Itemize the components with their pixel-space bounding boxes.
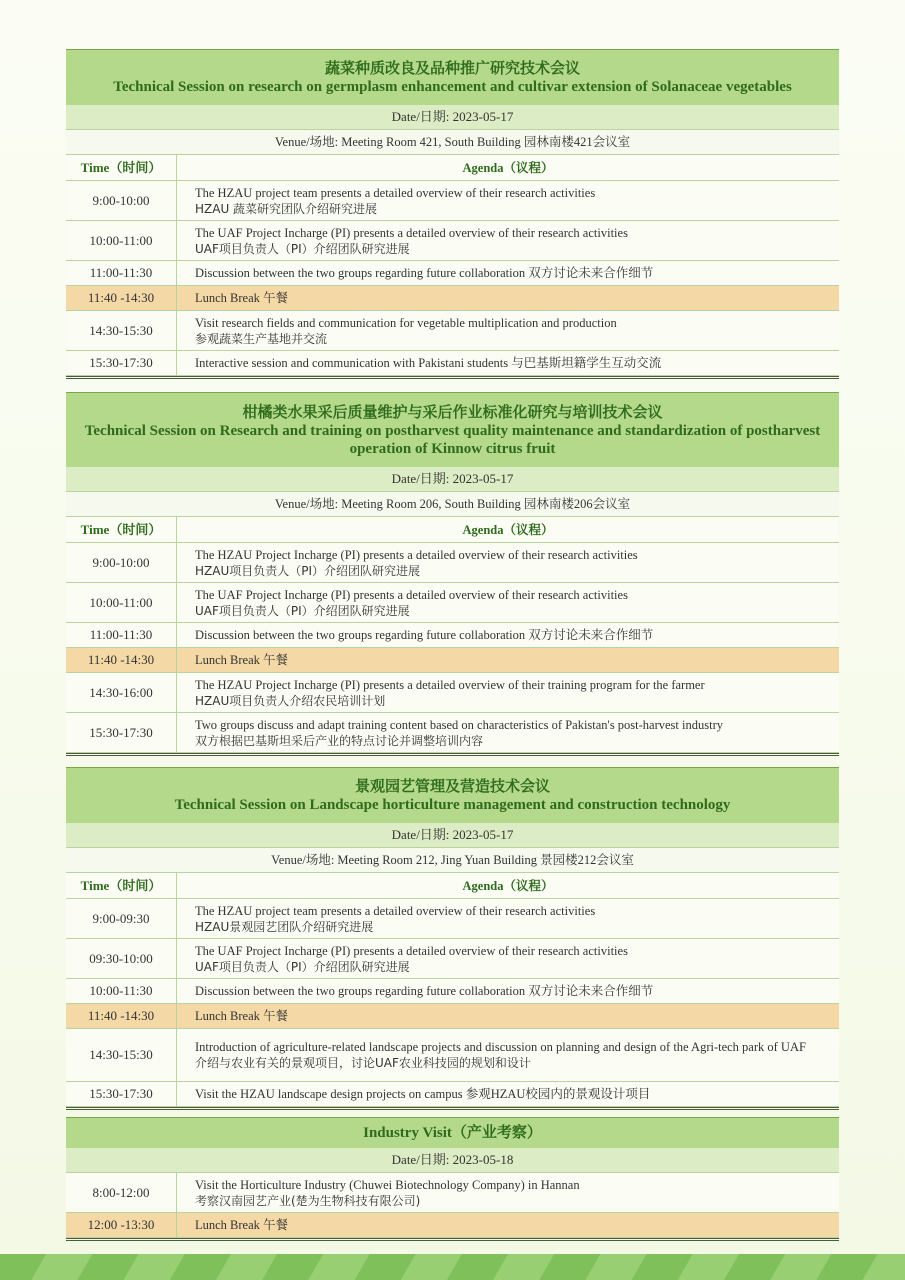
time-header: Time（时间）: [66, 873, 177, 898]
agenda-cn: UAF项目负责人（PI）介绍团队研究进展: [195, 959, 410, 974]
row-agenda: [177, 1082, 839, 1106]
row-time: 10:00-11:30: [66, 979, 177, 1003]
table-row: [66, 1029, 839, 1082]
agenda-cn: HZAU 蔬菜研究团队介绍研究进展: [195, 201, 378, 216]
agenda-cn: HZAU项目负责人介绍农民培训计划: [195, 693, 386, 708]
row-agenda: [177, 311, 839, 350]
row-agenda: [177, 899, 839, 938]
agenda-cn: 考察汉南园艺产业(楚为生物科技有限公司): [195, 1193, 421, 1208]
agenda-cn: 参观蔬菜生产基地并交流: [195, 331, 328, 346]
row-time: 15:30-17:30: [66, 351, 177, 375]
agenda-en: Discussion between the two groups regarding future collaboration 双方讨论未来合作细节: [195, 984, 654, 998]
row-agenda: [177, 939, 839, 978]
row-agenda: [177, 221, 839, 260]
table-header: [66, 873, 839, 899]
row-time: 09:30-10:00: [66, 939, 177, 978]
table-row: [66, 673, 839, 713]
session-block: [66, 392, 839, 756]
row-time: 14:30-15:30: [66, 1029, 177, 1081]
lunch-row: [66, 1004, 839, 1029]
session-title: [66, 393, 839, 467]
session-title-cn: 蔬菜种质改良及品种推广研究技术会议: [324, 59, 580, 77]
row-agenda: [177, 1004, 839, 1028]
agenda-en: The HZAU Project Incharge (PI) presents a detailed overview of their training program for the farmer: [195, 677, 705, 692]
agenda-header: Agenda（议程）: [462, 522, 554, 537]
agenda-en: Visit research fields and communication for vegetable multiplication and production: [195, 315, 617, 330]
row-agenda: [177, 543, 839, 582]
session-title-en: Technical Session on Landscape horticulture management and construction technology: [174, 797, 731, 813]
agenda-en: Visit the HZAU landscape design projects on campus 参观HZAU校园内的景观设计项目: [195, 1087, 651, 1101]
session-title: [66, 50, 839, 105]
table-row: [66, 311, 839, 351]
table-row: [66, 583, 839, 623]
row-time: 11:40 -14:30: [66, 648, 177, 672]
table-row: [66, 713, 839, 753]
table-row: [66, 899, 839, 939]
agenda-en: Two groups discuss and adapt training content based on characteristics of Pakistan's post-harvest industry: [195, 717, 723, 732]
row-agenda: [177, 713, 839, 752]
row-time: 9:00-10:00: [66, 181, 177, 220]
agenda-en: Introduction of agriculture-related landscape projects and discussion on planning and design of the Agri-tech park of UAF: [195, 1040, 806, 1054]
session-title-en: Industry Visit（产业考察）: [363, 1125, 542, 1141]
lunch-row: [66, 1213, 839, 1238]
agenda-cn: UAF项目负责人（PI）介绍团队研究进展: [195, 603, 410, 618]
row-agenda: [177, 1029, 839, 1081]
agenda-cn: 介绍与农业有关的景观项目，讨论UAF农业科技园的规划和设计: [195, 1056, 531, 1070]
session-date: Date/日期: 2023-05-18: [66, 1148, 839, 1173]
row-time: 15:30-17:30: [66, 713, 177, 752]
agenda-en: Lunch Break 午餐: [195, 1218, 289, 1232]
agenda-en: The UAF Project Incharge (PI) presents a detailed overview of their research activities: [195, 587, 628, 602]
agenda-cn: 双方根据巴基斯坦采后产业的特点讨论并调整培训内容: [195, 733, 484, 748]
table-row: [66, 181, 839, 221]
row-time: 15:30-17:30: [66, 1082, 177, 1106]
session-block: [66, 1117, 839, 1241]
row-time: 9:00-09:30: [66, 899, 177, 938]
decorative-footer-band: [0, 1254, 905, 1280]
table-row: [66, 543, 839, 583]
session-title: [66, 1118, 839, 1148]
session-title: [66, 768, 839, 823]
row-time: 11:40 -14:30: [66, 1004, 177, 1028]
session-title-en: Technical Session on research on germplasm enhancement and cultivar extension of Solanaceae vegetables: [113, 79, 792, 95]
row-agenda: [177, 181, 839, 220]
agenda-en: Lunch Break 午餐: [195, 653, 289, 667]
row-agenda: [177, 351, 839, 375]
table-row: [66, 351, 839, 376]
lunch-row: [66, 648, 839, 673]
agenda-en: The HZAU Project Incharge (PI) presents a detailed overview of their research activities: [195, 547, 638, 562]
row-agenda: [177, 673, 839, 712]
table-row: [66, 221, 839, 261]
table-row: [66, 939, 839, 979]
session-title-cn: 柑橘类水果采后质量维护与采后作业标准化研究与培训技术会议: [242, 402, 663, 421]
session-venue: Venue/场地: Meeting Room 212, Jing Yuan Building 景园楼212会议室: [66, 848, 839, 873]
row-agenda: [177, 1173, 839, 1212]
agenda-en: Discussion between the two groups regarding future collaboration 双方讨论未来合作细节: [195, 628, 654, 642]
row-agenda: [177, 261, 839, 285]
lunch-row: [66, 286, 839, 311]
session-date: Date/日期: 2023-05-17: [66, 105, 839, 130]
agenda-header: Agenda（议程）: [462, 160, 554, 175]
session-venue: Venue/场地: Meeting Room 421, South Building 园林南楼421会议室: [66, 130, 839, 155]
row-agenda: [177, 623, 839, 647]
agenda-cn: HZAU项目负责人（PI）介绍团队研究进展: [195, 563, 421, 578]
row-time: 12:00 -13:30: [66, 1213, 177, 1237]
agenda-en: Lunch Break 午餐: [195, 1009, 289, 1023]
agenda-cn: UAF项目负责人（PI）介绍团队研究进展: [195, 241, 410, 256]
row-agenda: [177, 648, 839, 672]
table-row: [66, 1173, 839, 1213]
table-row: [66, 261, 839, 286]
agenda-en: The HZAU project team presents a detailed overview of their research activities: [195, 185, 596, 200]
row-time: 14:30-16:00: [66, 673, 177, 712]
row-time: 11:00-11:30: [66, 261, 177, 285]
row-time: 11:00-11:30: [66, 623, 177, 647]
row-time: 11:40 -14:30: [66, 286, 177, 310]
table-row: [66, 979, 839, 1004]
table-header: [66, 517, 839, 543]
table-row: [66, 623, 839, 648]
session-title-cn: 景观园艺管理及营造技术会议: [354, 777, 550, 795]
row-time: 9:00-10:00: [66, 543, 177, 582]
session-date: Date/日期: 2023-05-17: [66, 467, 839, 492]
session-title-en: Technical Session on Research and training on postharvest quality maintenance and standardization of postharvest operation of Kinnow citrus fruit: [84, 422, 821, 457]
row-time: 10:00-11:00: [66, 583, 177, 622]
row-time: 10:00-11:00: [66, 221, 177, 260]
session-date: Date/日期: 2023-05-17: [66, 823, 839, 848]
agenda-header: Agenda（议程）: [462, 878, 554, 893]
row-agenda: [177, 1213, 839, 1237]
time-header: Time（时间）: [66, 517, 177, 542]
session-block: [66, 767, 839, 1110]
agenda-en: The UAF Project Incharge (PI) presents a detailed overview of their research activities: [195, 225, 628, 240]
row-agenda: [177, 583, 839, 622]
row-agenda: [177, 979, 839, 1003]
row-time: 8:00-12:00: [66, 1173, 177, 1212]
row-agenda: [177, 286, 839, 310]
time-header: Time（时间）: [66, 155, 177, 180]
row-time: 14:30-15:30: [66, 311, 177, 350]
agenda-en: Visit the Horticulture Industry (Chuwei Biotechnology Company) in Hannan: [195, 1177, 580, 1192]
agenda-en: The UAF Project Incharge (PI) presents a detailed overview of their research activities: [195, 943, 628, 958]
agenda-cn: HZAU景观园艺团队介绍研究进展: [195, 919, 374, 934]
table-header: [66, 155, 839, 181]
agenda-en: Discussion between the two groups regarding future collaboration 双方讨论未来合作细节: [195, 266, 654, 280]
table-row: [66, 1082, 839, 1107]
agenda-en: The HZAU project team presents a detailed overview of their research activities: [195, 903, 596, 918]
session-venue: Venue/场地: Meeting Room 206, South Building 园林南楼206会议室: [66, 492, 839, 517]
session-block: [66, 49, 839, 379]
agenda-en: Lunch Break 午餐: [195, 291, 289, 305]
agenda-en: Interactive session and communication with Pakistani students 与巴基斯坦籍学生互动交流: [195, 356, 662, 370]
